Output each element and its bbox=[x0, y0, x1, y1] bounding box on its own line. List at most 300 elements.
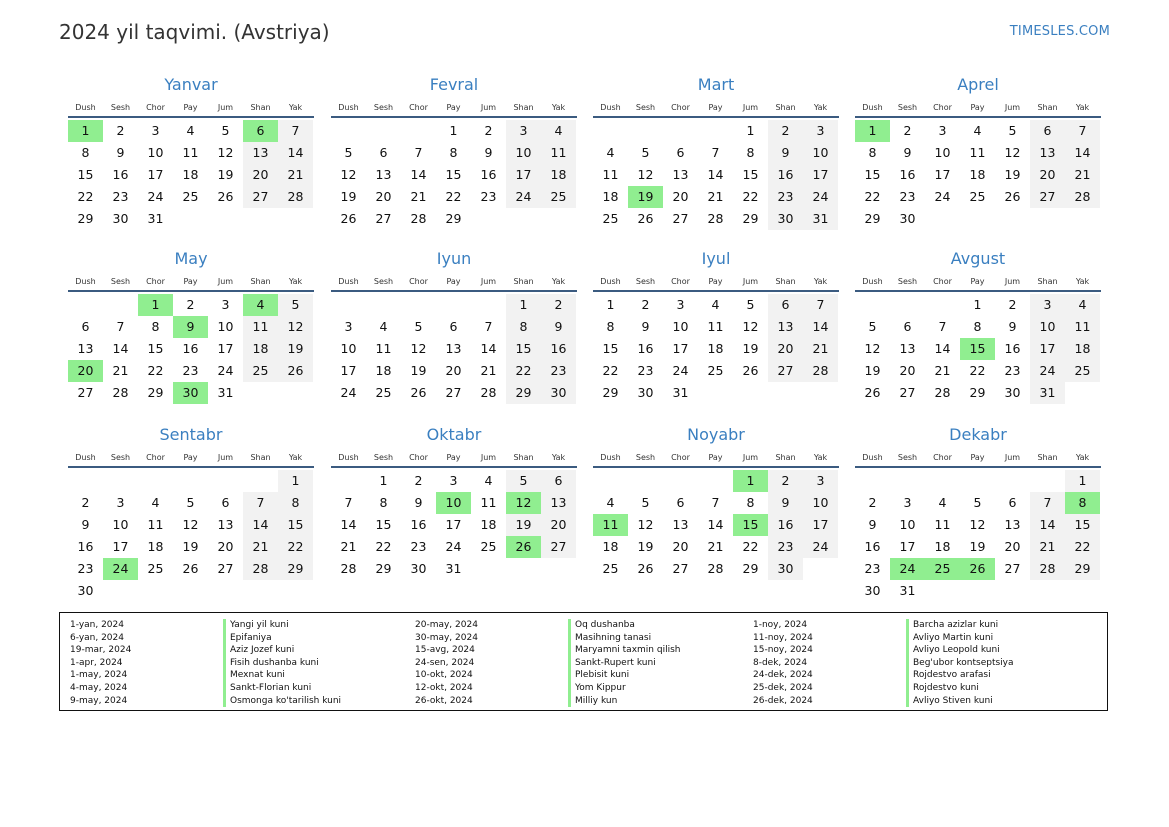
day-cell[interactable]: 17 bbox=[899, 539, 916, 554]
day-cell[interactable]: 16 bbox=[410, 517, 427, 532]
day-cell[interactable]: 26 bbox=[340, 211, 357, 226]
day-cell[interactable]: 13 bbox=[445, 341, 462, 356]
day-cell[interactable]: 26 bbox=[182, 561, 199, 576]
day-cell[interactable]: 30 bbox=[637, 385, 654, 400]
day-cell[interactable]: 17 bbox=[934, 167, 951, 182]
day-cell[interactable]: 8 bbox=[278, 492, 313, 514]
day-cell[interactable]: 27 bbox=[1004, 561, 1021, 576]
day-cell[interactable]: 16 bbox=[77, 539, 94, 554]
day-cell[interactable]: 3 bbox=[938, 123, 947, 138]
day-cell[interactable]: 19 bbox=[217, 167, 234, 182]
day-cell[interactable]: 22 bbox=[1065, 536, 1100, 558]
day-cell[interactable]: 6 bbox=[676, 145, 685, 160]
day-cell[interactable]: 19 bbox=[864, 363, 881, 378]
day-cell[interactable]: 13 bbox=[672, 167, 689, 182]
day-cell[interactable]: 2 bbox=[484, 123, 493, 138]
day-cell[interactable]: 4 bbox=[711, 297, 720, 312]
holiday-day-cell[interactable]: 24 bbox=[890, 558, 925, 580]
day-cell[interactable]: 9 bbox=[641, 319, 650, 334]
day-cell[interactable]: 11 bbox=[375, 341, 392, 356]
day-cell[interactable]: 31 bbox=[1030, 382, 1065, 404]
day-cell[interactable]: 1 bbox=[606, 297, 615, 312]
day-cell[interactable]: 28 bbox=[707, 561, 724, 576]
day-cell[interactable]: 12 bbox=[637, 167, 654, 182]
day-cell[interactable]: 16 bbox=[864, 539, 881, 554]
day-cell[interactable]: 12 bbox=[1004, 145, 1021, 160]
day-cell[interactable]: 5 bbox=[973, 495, 982, 510]
day-cell[interactable]: 22 bbox=[77, 189, 94, 204]
day-cell[interactable]: 20 bbox=[375, 189, 392, 204]
day-cell[interactable]: 11 bbox=[480, 495, 497, 510]
day-cell[interactable]: 7 bbox=[344, 495, 353, 510]
day-cell[interactable]: 22 bbox=[445, 189, 462, 204]
day-cell[interactable]: 11 bbox=[707, 319, 724, 334]
day-cell[interactable]: 18 bbox=[969, 167, 986, 182]
day-cell[interactable]: 28 bbox=[340, 561, 357, 576]
day-cell[interactable]: 14 bbox=[480, 341, 497, 356]
day-cell[interactable]: 6 bbox=[768, 294, 803, 316]
day-cell[interactable]: 31 bbox=[899, 583, 916, 598]
day-cell[interactable]: 7 bbox=[243, 492, 278, 514]
day-cell[interactable]: 23 bbox=[899, 189, 916, 204]
day-cell[interactable]: 7 bbox=[711, 495, 720, 510]
day-cell[interactable]: 18 bbox=[480, 517, 497, 532]
day-cell[interactable]: 30 bbox=[541, 382, 576, 404]
day-cell[interactable]: 24 bbox=[147, 189, 164, 204]
day-cell[interactable]: 29 bbox=[742, 561, 759, 576]
day-cell[interactable]: 9 bbox=[768, 142, 803, 164]
day-cell[interactable]: 6 bbox=[81, 319, 90, 334]
day-cell[interactable]: 10 bbox=[803, 492, 838, 514]
day-cell[interactable]: 18 bbox=[541, 164, 576, 186]
day-cell[interactable]: 11 bbox=[541, 142, 576, 164]
day-cell[interactable]: 29 bbox=[147, 385, 164, 400]
day-cell[interactable]: 11 bbox=[602, 167, 619, 182]
day-cell[interactable]: 30 bbox=[768, 558, 803, 580]
day-cell[interactable]: 19 bbox=[742, 341, 759, 356]
day-cell[interactable]: 13 bbox=[243, 142, 278, 164]
day-cell[interactable]: 31 bbox=[147, 211, 164, 226]
day-cell[interactable]: 20 bbox=[243, 164, 278, 186]
day-cell[interactable]: 20 bbox=[672, 539, 689, 554]
day-cell[interactable]: 3 bbox=[221, 297, 230, 312]
day-cell[interactable]: 15 bbox=[445, 167, 462, 182]
day-cell[interactable]: 4 bbox=[151, 495, 160, 510]
holiday-day-cell[interactable]: 1 bbox=[855, 120, 890, 142]
day-cell[interactable]: 11 bbox=[243, 316, 278, 338]
day-cell[interactable]: 28 bbox=[243, 558, 278, 580]
holiday-day-cell[interactable]: 12 bbox=[506, 492, 541, 514]
day-cell[interactable]: 16 bbox=[768, 514, 803, 536]
holiday-day-cell[interactable]: 30 bbox=[173, 382, 208, 404]
day-cell[interactable]: 13 bbox=[1030, 142, 1065, 164]
day-cell[interactable]: 2 bbox=[868, 495, 877, 510]
day-cell[interactable]: 14 bbox=[803, 316, 838, 338]
day-cell[interactable]: 10 bbox=[147, 145, 164, 160]
holiday-day-cell[interactable]: 15 bbox=[960, 338, 995, 360]
day-cell[interactable]: 16 bbox=[182, 341, 199, 356]
day-cell[interactable]: 29 bbox=[969, 385, 986, 400]
day-cell[interactable]: 2 bbox=[541, 294, 576, 316]
day-cell[interactable]: 24 bbox=[672, 363, 689, 378]
holiday-day-cell[interactable]: 8 bbox=[1065, 492, 1100, 514]
day-cell[interactable]: 24 bbox=[803, 186, 838, 208]
day-cell[interactable]: 19 bbox=[278, 338, 313, 360]
day-cell[interactable]: 24 bbox=[340, 385, 357, 400]
day-cell[interactable]: 6 bbox=[1030, 120, 1065, 142]
day-cell[interactable]: 15 bbox=[1065, 514, 1100, 536]
day-cell[interactable]: 28 bbox=[410, 211, 427, 226]
day-cell[interactable]: 13 bbox=[672, 517, 689, 532]
day-cell[interactable]: 25 bbox=[182, 189, 199, 204]
day-cell[interactable]: 20 bbox=[672, 189, 689, 204]
day-cell[interactable]: 23 bbox=[768, 536, 803, 558]
day-cell[interactable]: 18 bbox=[1065, 338, 1100, 360]
day-cell[interactable]: 13 bbox=[541, 492, 576, 514]
day-cell[interactable]: 27 bbox=[1030, 186, 1065, 208]
day-cell[interactable]: 2 bbox=[903, 123, 912, 138]
day-cell[interactable]: 7 bbox=[414, 145, 423, 160]
day-cell[interactable]: 18 bbox=[243, 338, 278, 360]
day-cell[interactable]: 20 bbox=[768, 338, 803, 360]
holiday-day-cell[interactable]: 11 bbox=[593, 514, 628, 536]
day-cell[interactable]: 15 bbox=[742, 167, 759, 182]
holiday-day-cell[interactable]: 4 bbox=[243, 294, 278, 316]
day-cell[interactable]: 20 bbox=[1030, 164, 1065, 186]
day-cell[interactable]: 21 bbox=[1030, 536, 1065, 558]
day-cell[interactable]: 10 bbox=[1030, 316, 1065, 338]
day-cell[interactable]: 12 bbox=[637, 517, 654, 532]
day-cell[interactable]: 5 bbox=[746, 297, 755, 312]
day-cell[interactable]: 15 bbox=[375, 517, 392, 532]
day-cell[interactable]: 12 bbox=[340, 167, 357, 182]
day-cell[interactable]: 27 bbox=[541, 536, 576, 558]
day-cell[interactable]: 11 bbox=[147, 517, 164, 532]
day-cell[interactable]: 1 bbox=[746, 123, 755, 138]
day-cell[interactable]: 30 bbox=[410, 561, 427, 576]
day-cell[interactable]: 4 bbox=[186, 123, 195, 138]
day-cell[interactable]: 17 bbox=[803, 164, 838, 186]
day-cell[interactable]: 4 bbox=[606, 145, 615, 160]
day-cell[interactable]: 25 bbox=[147, 561, 164, 576]
day-cell[interactable]: 8 bbox=[81, 145, 90, 160]
day-cell[interactable]: 2 bbox=[414, 473, 423, 488]
day-cell[interactable]: 1 bbox=[1065, 470, 1100, 492]
day-cell[interactable]: 12 bbox=[182, 517, 199, 532]
day-cell[interactable]: 21 bbox=[934, 363, 951, 378]
day-cell[interactable]: 28 bbox=[803, 360, 838, 382]
day-cell[interactable]: 27 bbox=[768, 360, 803, 382]
day-cell[interactable]: 7 bbox=[938, 319, 947, 334]
day-cell[interactable]: 24 bbox=[934, 189, 951, 204]
day-cell[interactable]: 4 bbox=[541, 120, 576, 142]
day-cell[interactable]: 23 bbox=[1004, 363, 1021, 378]
day-cell[interactable]: 11 bbox=[182, 145, 199, 160]
brand-link[interactable]: TIMESLES.COM bbox=[1009, 24, 1110, 39]
day-cell[interactable]: 30 bbox=[1004, 385, 1021, 400]
day-cell[interactable]: 30 bbox=[864, 583, 881, 598]
day-cell[interactable]: 8 bbox=[973, 319, 982, 334]
day-cell[interactable]: 5 bbox=[868, 319, 877, 334]
day-cell[interactable]: 3 bbox=[803, 470, 838, 492]
day-cell[interactable]: 25 bbox=[602, 561, 619, 576]
day-cell[interactable]: 25 bbox=[541, 186, 576, 208]
day-cell[interactable]: 28 bbox=[707, 211, 724, 226]
day-cell[interactable]: 1 bbox=[379, 473, 388, 488]
day-cell[interactable]: 20 bbox=[899, 363, 916, 378]
day-cell[interactable]: 18 bbox=[375, 363, 392, 378]
day-cell[interactable]: 9 bbox=[484, 145, 493, 160]
day-cell[interactable]: 30 bbox=[768, 208, 803, 230]
day-cell[interactable]: 27 bbox=[445, 385, 462, 400]
day-cell[interactable]: 25 bbox=[1065, 360, 1100, 382]
day-cell[interactable]: 22 bbox=[375, 539, 392, 554]
day-cell[interactable]: 22 bbox=[602, 363, 619, 378]
day-cell[interactable]: 31 bbox=[445, 561, 462, 576]
day-cell[interactable]: 2 bbox=[116, 123, 125, 138]
day-cell[interactable]: 19 bbox=[506, 514, 541, 536]
day-cell[interactable]: 19 bbox=[340, 189, 357, 204]
day-cell[interactable]: 23 bbox=[768, 186, 803, 208]
day-cell[interactable]: 7 bbox=[278, 120, 313, 142]
day-cell[interactable]: 28 bbox=[934, 385, 951, 400]
holiday-day-cell[interactable]: 24 bbox=[103, 558, 138, 580]
day-cell[interactable]: 27 bbox=[243, 186, 278, 208]
day-cell[interactable]: 14 bbox=[934, 341, 951, 356]
day-cell[interactable]: 23 bbox=[637, 363, 654, 378]
day-cell[interactable]: 15 bbox=[864, 167, 881, 182]
day-cell[interactable]: 8 bbox=[449, 145, 458, 160]
day-cell[interactable]: 28 bbox=[480, 385, 497, 400]
holiday-day-cell[interactable]: 1 bbox=[733, 470, 768, 492]
day-cell[interactable]: 23 bbox=[864, 561, 881, 576]
day-cell[interactable]: 22 bbox=[506, 360, 541, 382]
day-cell[interactable]: 3 bbox=[116, 495, 125, 510]
day-cell[interactable]: 14 bbox=[340, 517, 357, 532]
holiday-day-cell[interactable]: 26 bbox=[506, 536, 541, 558]
day-cell[interactable]: 26 bbox=[637, 211, 654, 226]
day-cell[interactable]: 10 bbox=[803, 142, 838, 164]
day-cell[interactable]: 4 bbox=[1065, 294, 1100, 316]
day-cell[interactable]: 7 bbox=[803, 294, 838, 316]
day-cell[interactable]: 27 bbox=[217, 561, 234, 576]
day-cell[interactable]: 8 bbox=[746, 495, 755, 510]
day-cell[interactable]: 13 bbox=[1004, 517, 1021, 532]
day-cell[interactable]: 8 bbox=[506, 316, 541, 338]
day-cell[interactable]: 21 bbox=[112, 363, 129, 378]
day-cell[interactable]: 24 bbox=[217, 363, 234, 378]
day-cell[interactable]: 27 bbox=[672, 561, 689, 576]
day-cell[interactable]: 24 bbox=[445, 539, 462, 554]
day-cell[interactable]: 29 bbox=[278, 558, 313, 580]
day-cell[interactable]: 10 bbox=[899, 517, 916, 532]
day-cell[interactable]: 4 bbox=[606, 495, 615, 510]
day-cell[interactable]: 31 bbox=[217, 385, 234, 400]
day-cell[interactable]: 24 bbox=[803, 536, 838, 558]
day-cell[interactable]: 14 bbox=[410, 167, 427, 182]
day-cell[interactable]: 12 bbox=[864, 341, 881, 356]
day-cell[interactable]: 1 bbox=[278, 470, 313, 492]
day-cell[interactable]: 12 bbox=[217, 145, 234, 160]
day-cell[interactable]: 3 bbox=[449, 473, 458, 488]
day-cell[interactable]: 7 bbox=[1030, 492, 1065, 514]
day-cell[interactable]: 5 bbox=[344, 145, 353, 160]
day-cell[interactable]: 3 bbox=[151, 123, 160, 138]
day-cell[interactable]: 29 bbox=[602, 385, 619, 400]
day-cell[interactable]: 30 bbox=[899, 211, 916, 226]
day-cell[interactable]: 3 bbox=[506, 120, 541, 142]
day-cell[interactable]: 7 bbox=[711, 145, 720, 160]
day-cell[interactable]: 12 bbox=[969, 517, 986, 532]
day-cell[interactable]: 26 bbox=[1004, 189, 1021, 204]
day-cell[interactable]: 3 bbox=[903, 495, 912, 510]
day-cell[interactable]: 21 bbox=[278, 164, 313, 186]
day-cell[interactable]: 19 bbox=[182, 539, 199, 554]
day-cell[interactable]: 16 bbox=[1004, 341, 1021, 356]
day-cell[interactable]: 6 bbox=[1008, 495, 1017, 510]
day-cell[interactable]: 13 bbox=[768, 316, 803, 338]
day-cell[interactable]: 2 bbox=[641, 297, 650, 312]
day-cell[interactable]: 16 bbox=[541, 338, 576, 360]
day-cell[interactable]: 9 bbox=[116, 145, 125, 160]
day-cell[interactable]: 14 bbox=[1065, 142, 1100, 164]
day-cell[interactable]: 8 bbox=[151, 319, 160, 334]
day-cell[interactable]: 6 bbox=[379, 145, 388, 160]
day-cell[interactable]: 17 bbox=[445, 517, 462, 532]
day-cell[interactable]: 21 bbox=[707, 189, 724, 204]
day-cell[interactable]: 22 bbox=[969, 363, 986, 378]
day-cell[interactable]: 17 bbox=[112, 539, 129, 554]
day-cell[interactable]: 25 bbox=[707, 363, 724, 378]
day-cell[interactable]: 29 bbox=[445, 211, 462, 226]
holiday-day-cell[interactable]: 20 bbox=[68, 360, 103, 382]
day-cell[interactable]: 10 bbox=[217, 319, 234, 334]
day-cell[interactable]: 23 bbox=[480, 189, 497, 204]
day-cell[interactable]: 5 bbox=[278, 294, 313, 316]
day-cell[interactable]: 30 bbox=[112, 211, 129, 226]
day-cell[interactable]: 18 bbox=[934, 539, 951, 554]
day-cell[interactable]: 29 bbox=[77, 211, 94, 226]
holiday-day-cell[interactable]: 25 bbox=[925, 558, 960, 580]
day-cell[interactable]: 6 bbox=[903, 319, 912, 334]
day-cell[interactable]: 16 bbox=[112, 167, 129, 182]
day-cell[interactable]: 2 bbox=[186, 297, 195, 312]
day-cell[interactable]: 19 bbox=[1004, 167, 1021, 182]
day-cell[interactable]: 7 bbox=[1065, 120, 1100, 142]
day-cell[interactable]: 27 bbox=[375, 211, 392, 226]
day-cell[interactable]: 23 bbox=[77, 561, 94, 576]
day-cell[interactable]: 4 bbox=[938, 495, 947, 510]
day-cell[interactable]: 10 bbox=[672, 319, 689, 334]
day-cell[interactable]: 14 bbox=[243, 514, 278, 536]
day-cell[interactable]: 24 bbox=[1030, 360, 1065, 382]
day-cell[interactable]: 5 bbox=[506, 470, 541, 492]
day-cell[interactable]: 1 bbox=[449, 123, 458, 138]
day-cell[interactable]: 26 bbox=[637, 561, 654, 576]
day-cell[interactable]: 8 bbox=[379, 495, 388, 510]
day-cell[interactable]: 3 bbox=[1030, 294, 1065, 316]
day-cell[interactable]: 13 bbox=[899, 341, 916, 356]
day-cell[interactable]: 30 bbox=[77, 583, 94, 598]
day-cell[interactable]: 1 bbox=[506, 294, 541, 316]
day-cell[interactable]: 8 bbox=[606, 319, 615, 334]
day-cell[interactable]: 21 bbox=[1065, 164, 1100, 186]
day-cell[interactable]: 5 bbox=[414, 319, 423, 334]
day-cell[interactable]: 15 bbox=[506, 338, 541, 360]
day-cell[interactable]: 3 bbox=[803, 120, 838, 142]
day-cell[interactable]: 11 bbox=[1065, 316, 1100, 338]
day-cell[interactable]: 3 bbox=[344, 319, 353, 334]
day-cell[interactable]: 25 bbox=[243, 360, 278, 382]
day-cell[interactable]: 26 bbox=[742, 363, 759, 378]
day-cell[interactable]: 2 bbox=[1008, 297, 1017, 312]
day-cell[interactable]: 29 bbox=[506, 382, 541, 404]
day-cell[interactable]: 6 bbox=[541, 470, 576, 492]
day-cell[interactable]: 15 bbox=[602, 341, 619, 356]
day-cell[interactable]: 29 bbox=[1065, 558, 1100, 580]
day-cell[interactable]: 9 bbox=[1008, 319, 1017, 334]
holiday-day-cell[interactable]: 26 bbox=[960, 558, 995, 580]
day-cell[interactable]: 20 bbox=[1004, 539, 1021, 554]
day-cell[interactable]: 16 bbox=[899, 167, 916, 182]
day-cell[interactable]: 15 bbox=[278, 514, 313, 536]
day-cell[interactable]: 16 bbox=[480, 167, 497, 182]
holiday-day-cell[interactable]: 15 bbox=[733, 514, 768, 536]
day-cell[interactable]: 13 bbox=[77, 341, 94, 356]
day-cell[interactable]: 24 bbox=[506, 186, 541, 208]
day-cell[interactable]: 1 bbox=[973, 297, 982, 312]
day-cell[interactable]: 9 bbox=[81, 517, 90, 532]
day-cell[interactable]: 2 bbox=[768, 470, 803, 492]
day-cell[interactable]: 10 bbox=[112, 517, 129, 532]
day-cell[interactable]: 2 bbox=[81, 495, 90, 510]
day-cell[interactable]: 27 bbox=[672, 211, 689, 226]
day-cell[interactable]: 28 bbox=[1065, 186, 1100, 208]
holiday-day-cell[interactable]: 6 bbox=[243, 120, 278, 142]
day-cell[interactable]: 31 bbox=[672, 385, 689, 400]
day-cell[interactable]: 9 bbox=[868, 517, 877, 532]
day-cell[interactable]: 9 bbox=[414, 495, 423, 510]
day-cell[interactable]: 5 bbox=[641, 145, 650, 160]
day-cell[interactable]: 22 bbox=[147, 363, 164, 378]
day-cell[interactable]: 23 bbox=[112, 189, 129, 204]
day-cell[interactable]: 16 bbox=[768, 164, 803, 186]
day-cell[interactable]: 17 bbox=[672, 341, 689, 356]
holiday-day-cell[interactable]: 1 bbox=[138, 294, 173, 316]
day-cell[interactable]: 26 bbox=[278, 360, 313, 382]
day-cell[interactable]: 18 bbox=[602, 539, 619, 554]
day-cell[interactable]: 4 bbox=[973, 123, 982, 138]
day-cell[interactable]: 23 bbox=[410, 539, 427, 554]
day-cell[interactable]: 21 bbox=[340, 539, 357, 554]
day-cell[interactable]: 18 bbox=[147, 539, 164, 554]
day-cell[interactable]: 9 bbox=[541, 316, 576, 338]
day-cell[interactable]: 10 bbox=[506, 142, 541, 164]
day-cell[interactable]: 13 bbox=[217, 517, 234, 532]
holiday-day-cell[interactable]: 9 bbox=[173, 316, 208, 338]
day-cell[interactable]: 9 bbox=[903, 145, 912, 160]
day-cell[interactable]: 22 bbox=[742, 539, 759, 554]
day-cell[interactable]: 27 bbox=[899, 385, 916, 400]
day-cell[interactable]: 25 bbox=[969, 189, 986, 204]
day-cell[interactable]: 3 bbox=[676, 297, 685, 312]
day-cell[interactable]: 18 bbox=[182, 167, 199, 182]
day-cell[interactable]: 29 bbox=[864, 211, 881, 226]
day-cell[interactable]: 4 bbox=[484, 473, 493, 488]
day-cell[interactable]: 14 bbox=[707, 517, 724, 532]
day-cell[interactable]: 17 bbox=[803, 514, 838, 536]
day-cell[interactable]: 14 bbox=[112, 341, 129, 356]
